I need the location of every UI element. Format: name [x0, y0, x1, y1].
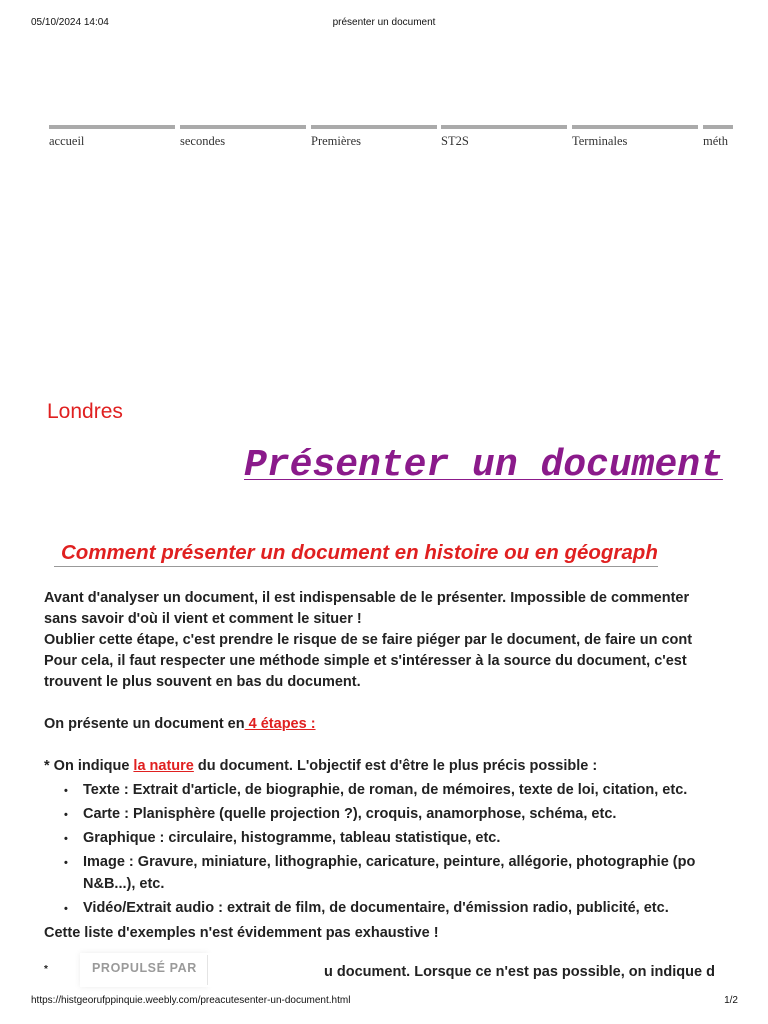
list-item-text: Image : Gravure, miniature, lithographie, caricature, peinture, allégorie, photographie (po [83, 854, 696, 870]
list-item [83, 851, 733, 895]
powered-by-label: PROPULSÉ PAR [92, 961, 197, 975]
powered-by-badge[interactable] [80, 953, 208, 987]
nature-link[interactable]: la nature [133, 758, 194, 774]
nav-item-accueil[interactable]: accueil [49, 125, 175, 149]
list-item [83, 779, 733, 801]
list-item-text-continued: N&B...), etc. [83, 876, 165, 892]
section-subtitle: Comment présenter un document en histoire ou en géograph [54, 541, 658, 567]
examples-list [44, 779, 733, 921]
nav-item-st2s[interactable]: ST2S [441, 125, 567, 149]
print-date: 05/10/2024 14:04 [31, 17, 109, 28]
list-item-text: Vidéo/Extrait audio : extrait de film, de documentaire, d'émission radio, publicité, etc. [83, 900, 669, 916]
nav-item-methodes[interactable]: méth [703, 125, 733, 149]
list-item-text: Texte : Extrait d'article, de biographie, de roman, de mémoires, texte de loi, citation, etc. [83, 782, 688, 798]
print-page-number: 1/2 [724, 995, 738, 1006]
nature-prefix: * On indique [44, 758, 134, 774]
next-step-star: * [44, 964, 48, 975]
intro-line: trouvent le plus souvent en bas du document. [44, 674, 361, 690]
list-item [83, 803, 733, 825]
nature-suffix: du document. L'objectif est d'être le plus précis possible : [193, 758, 598, 774]
etapes-line [44, 714, 733, 735]
etapes-link[interactable]: 4 étapes : [244, 716, 316, 732]
intro-line: sans savoir d'où il vient et comment le situer ! [44, 611, 362, 627]
list-item [83, 827, 733, 849]
etapes-prefix: On présente un document en [44, 716, 245, 732]
nav-item-secondes[interactable]: secondes [180, 125, 306, 149]
list-item-text: Graphique : circulaire, histogramme, tableau statistique, etc. [83, 830, 501, 846]
list-item [83, 897, 733, 919]
nav-item-terminales[interactable]: Terminales [572, 125, 698, 149]
nav-item-premieres[interactable]: Premières [311, 125, 437, 149]
powered-by-logo-area[interactable] [208, 953, 313, 987]
print-url: https://histgeorufppinquie.weebly.com/preacutesenter-un-document.html [31, 995, 351, 1006]
closing-note: Cette liste d'exemples n'est évidemment pas exhaustive ! [44, 925, 439, 941]
list-item-text: Carte : Planisphère (quelle projection ?), croquis, anamorphose, schéma, etc. [83, 806, 617, 822]
intro-line: Pour cela, il faut respecter une méthode simple et s'intéresser à la source du document, c'est [44, 653, 687, 669]
nature-line [44, 756, 733, 777]
print-footer [0, 995, 768, 1009]
print-title: présenter un document [332, 17, 436, 28]
next-step-text: u document. Lorsque ce n'est pas possible, on indique d [324, 964, 715, 980]
intro-paragraph [44, 588, 733, 693]
page-title: Présenter un document [244, 444, 723, 487]
intro-line: Avant d'analyser un document, il est indispensable de le présenter. Impossible de commenter [44, 590, 690, 606]
intro-line: Oublier cette étape, c'est prendre le risque de se faire piéger par le document, de faire un cont [44, 632, 693, 648]
city-heading: Londres [47, 400, 123, 423]
